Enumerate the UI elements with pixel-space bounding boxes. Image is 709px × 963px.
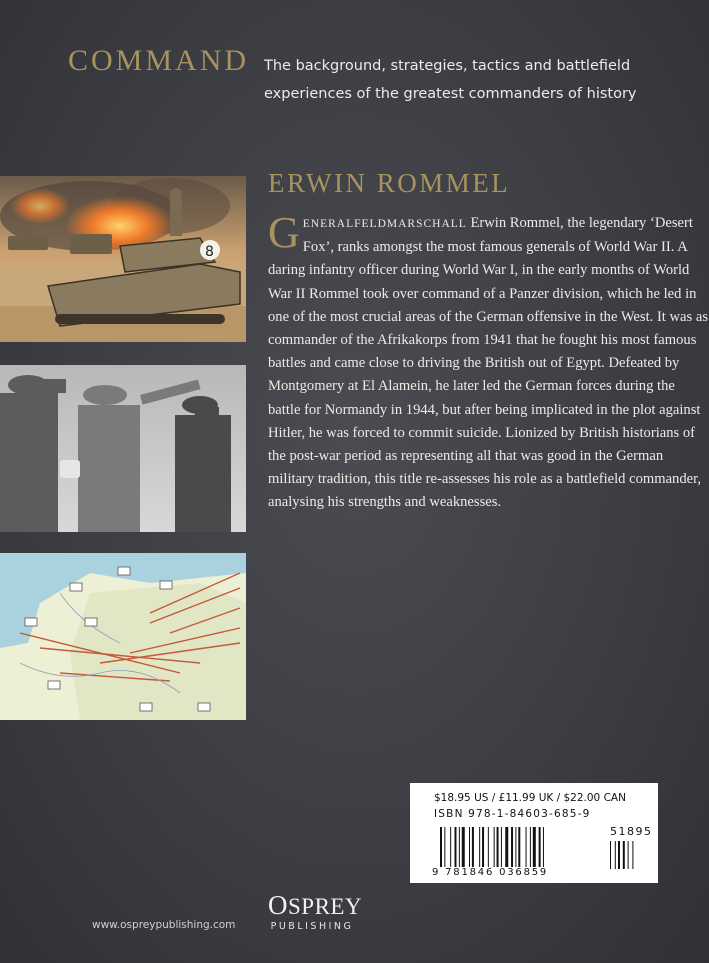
tagline-line-2: experiences of the greatest commanders of history xyxy=(264,86,637,102)
barcode-bar xyxy=(501,827,502,867)
logo-subtext: PUBLISHING xyxy=(270,921,354,932)
addon-bar xyxy=(623,841,625,869)
barcode-bar xyxy=(444,827,445,867)
barcode-bar xyxy=(494,827,495,867)
barcode-bar xyxy=(479,827,480,867)
barcode-bar xyxy=(455,827,457,867)
barcode-bar xyxy=(539,827,541,867)
addon-bar xyxy=(615,841,616,869)
isbn-text: ISBN 978-1-84603-685-9 xyxy=(434,808,591,820)
barcode-bar xyxy=(543,827,544,867)
barcode-bar xyxy=(440,827,442,867)
barcode-bar xyxy=(511,827,513,867)
addon-bar xyxy=(632,841,633,869)
blurb-smallcaps: ENERALFELDMARSCHALL xyxy=(302,218,467,230)
barcode-bar xyxy=(505,827,508,867)
barcode-bar xyxy=(462,827,465,867)
addon-bar xyxy=(618,841,620,869)
barcode-bar xyxy=(459,827,460,867)
logo-wordmark: OSPREY xyxy=(268,890,363,920)
addon-bar xyxy=(610,841,611,869)
publisher-website: www.ospreypublishing.com xyxy=(92,919,236,931)
barcode-bar xyxy=(530,827,531,867)
barcode-bar xyxy=(497,827,499,867)
officers-photo xyxy=(0,365,246,532)
barcode-bar xyxy=(518,827,520,867)
blurb-text: Erwin Rommel, the legendary ‘Desert Fox’, ranks amongst the most famous generals of World War II. A daring infantry officer during World War I, in the early months of World War II Rommel took over command of a Panzer division, which he led in one of the most crucial areas of the German offensive in the West. It was as commander of the Afrikakorps from 1941 that he fought his most famous battles and came close to driving the British out of Egypt. Defeated by Montgomery at El Alamein, he later led the German forces during the battle for Normandy in 1944, but after being implicated in the plot against Hitler, he was forced to commit suicide. Lionized by British historians of the post-war period as representing all that was good in the German military tradition, this title re-assesses his role as a battlefield commander, analysing his strengths and weaknesses. xyxy=(268,215,709,511)
drop-cap: G xyxy=(268,208,300,257)
series-title: COMMAND xyxy=(68,44,250,77)
svg-text:8: 8 xyxy=(205,244,214,260)
barcode-bar xyxy=(469,827,470,867)
barcode-bar xyxy=(472,827,474,867)
series-tagline xyxy=(264,52,704,108)
campaign-map xyxy=(0,553,246,720)
barcode-bar xyxy=(515,827,516,867)
addon-digits: 51895 xyxy=(610,825,653,838)
barcode-label xyxy=(410,783,658,883)
barcode-bar xyxy=(450,827,451,867)
barcode-bar xyxy=(533,827,536,867)
book-title: ERWIN ROMMEL xyxy=(268,168,511,198)
barcode-digits: 9 781846 036859 xyxy=(432,867,549,878)
book-blurb xyxy=(268,208,709,515)
barcode-bar xyxy=(488,827,489,867)
publisher-logo xyxy=(268,890,363,932)
tagline-line-1: The background, strategies, tactics and battlefield xyxy=(264,58,631,74)
price-text: $18.95 US / £11.99 UK / $22.00 CAN xyxy=(434,792,626,804)
barcode-bar xyxy=(482,827,484,867)
tank-illustration xyxy=(0,176,246,342)
barcode-bar xyxy=(526,827,527,867)
addon-bar xyxy=(628,841,629,869)
